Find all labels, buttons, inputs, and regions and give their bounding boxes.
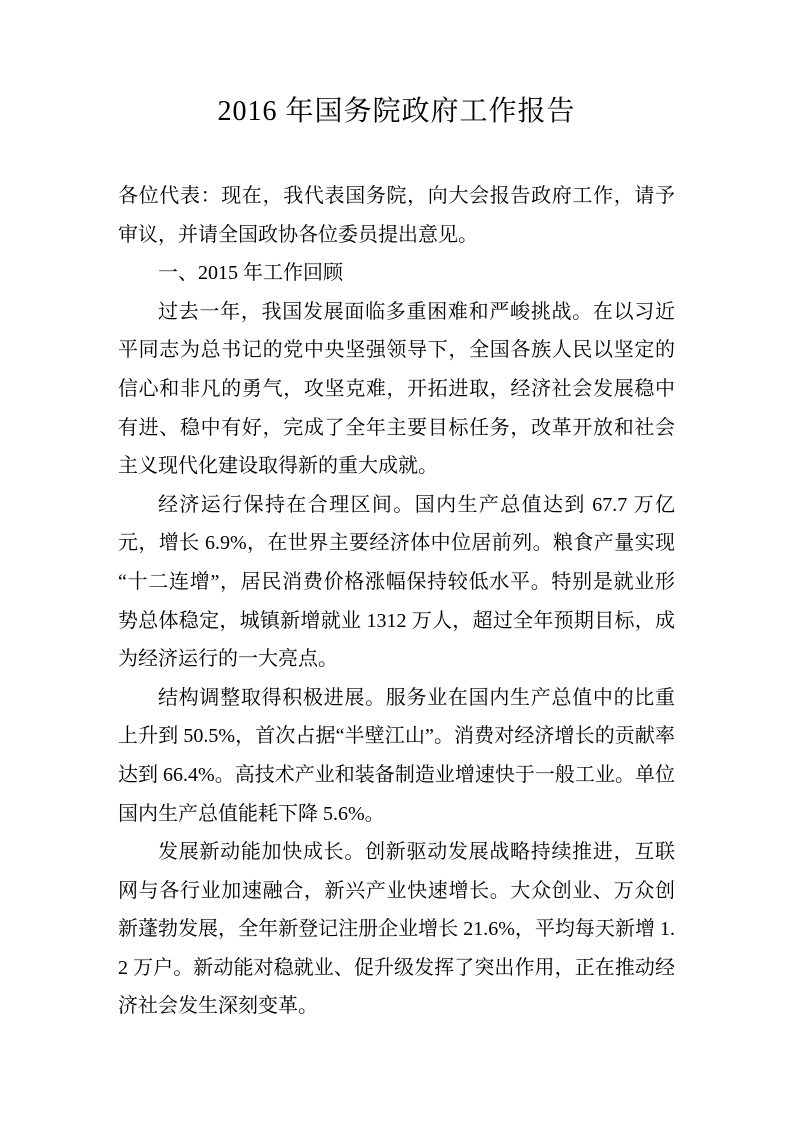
doc-title: 2016 年国务院政府工作报告: [217, 96, 576, 127]
opening-paragraph: 各位代表：现在，我代表国务院，向大会报告政府工作，请予审议，并请全国政协各位委员提出意见。: [118, 185, 675, 246]
paragraph-economy: 经济运行保持在合理区间。国内生产总值达到 67.7 万亿元，增长 6.9%，在世界主要经济体中位居前列。粮食产量实现“十二连增”，居民消费价格涨幅保持较低水平。特别是就业形势总体稳定，城镇新增就业 1312 万人，超过全年预期目标，成为经济运行的一大亮点。: [118, 493, 675, 671]
document-content: [0, 92, 793, 1026]
paragraph-overview: 过去一年，我国发展面临多重困难和严峻挑战。在以习近平同志为总书记的党中央坚强领导下，全国各族人民以坚定的信心和非凡的勇气，攻坚克难，开拓进取，经济社会发展稳中有进、稳中有好，完成了全年主要目标任务，改革开放和社会主义现代化建设取得新的重大成就。: [118, 300, 675, 478]
paragraph-new-momentum: 发展新动能加快成长。创新驱动发展战略持续推进，互联网与各行业加速融合，新兴产业快速增长。大众创业、万众创新蓬勃发展，全年新登记注册企业增长 21.6%，平均每天新增 1.2 万户。新动能对稳就业、促升级发挥了突出作用，正在推动经济社会发生深刻变革。: [118, 841, 675, 1018]
paragraph-structure: 结构调整取得积极进展。服务业在国内生产总值中的比重上升到 50.5%，首次占据“半壁江山”。消费对经济增长的贡献率达到 66.4%。高技术产业和装备制造业增速快于一般工业。单位国内生产总值能耗下降 5.6%。: [118, 686, 675, 825]
section-heading-2015-review: 一、2015 年工作回顾: [158, 262, 343, 285]
doc-body: [118, 177, 675, 1026]
